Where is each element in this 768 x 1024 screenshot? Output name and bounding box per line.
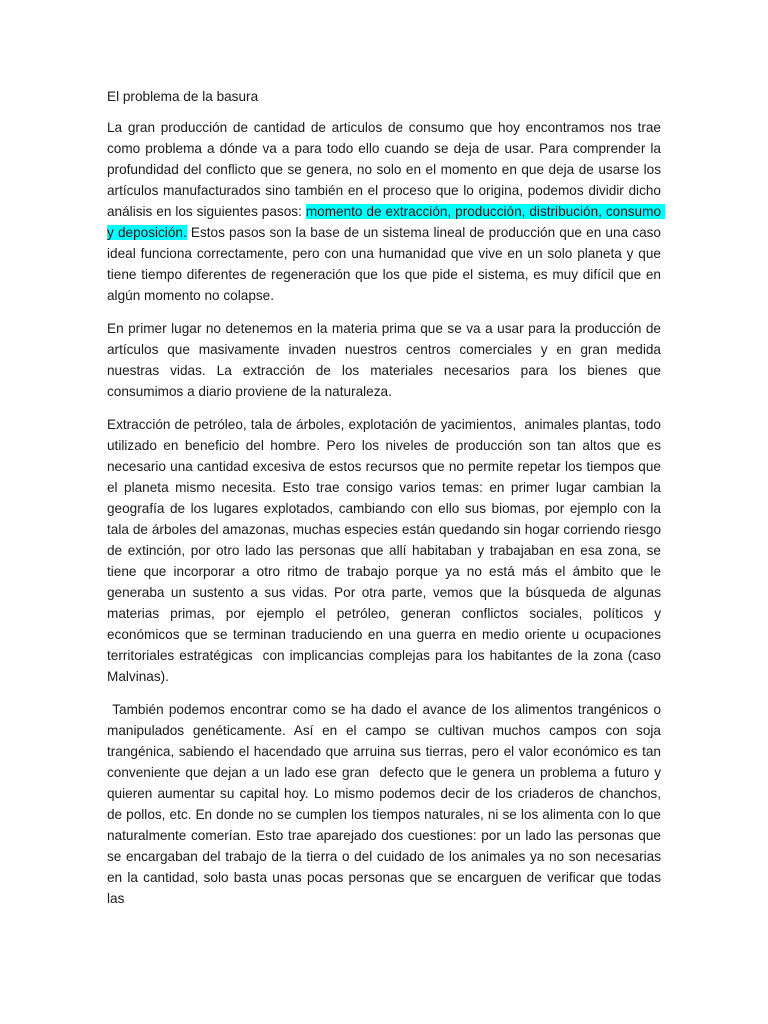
paragraph-3: Extracción de petróleo, tala de árboles, explotación de yacimientos, animales plantas, todo utilizado en beneficio del hombre. Pero los niveles de producción son tan altos que es necesario una cantidad excesiva de estos recursos que no permite repetar los tiempos que el planeta mismo necesita. Esto trae consigo varios temas: en primer lugar cambian la geografía de los lugares explotados, cambiando con ello sus biomas, por ejemplo con la tala de árboles del amazonas, muchas especies están quedando sin hogar corriendo riesgo de extinción, por otro lado las personas que allí habitaban y trabajaban en esa zona, se tiene que incorporar a otro ritmo de trabajo porque ya no está más el ámbito que le generaba un sustento a sus vidas. Por otra parte, vemos que la búsqueda de algunas materias primas, por ejemplo el petróleo, generan conflictos sociales, políticos y económicos que se terminan traduciendo en una guerra en medio oriente u ocupaciones territoriales estratégicas con implicancias complejas para los habitantes de la zona (caso Malvinas). — [107, 417, 665, 684]
paragraph-1-text-before: La gran producción de cantidad de articulos de consumo que hoy encontramos nos trae como problema a dónde va a para todo ello cuando se deja de usar. Para comprender la profundidad del conflicto que se genera, no solo en el momento en que deja de usarse los artículos manufacturados sino también en el proceso que lo origina, podemos dividir dicho análisis en los siguientes pasos: — [107, 120, 665, 219]
document-title: El problema de la basura — [107, 89, 259, 104]
highlighted-steps: momento de extracción, producción, distribución, consumo y deposición. — [107, 204, 665, 240]
paragraph-4: También podemos encontrar como se ha dado el avance de los alimentos trangénicos o manipulados genéticamente. Así en el campo se cultivan muchos campos con soja trangénica, sabiendo el hacendado que arruina sus tierras, pero el valor económico es tan conveniente que dejan a un lado ese gran defecto que le genera un problema a futuro y quieren aumentar su capital hoy. Lo mismo podemos decir de los criaderos de chanchos, de pollos, etc. En donde no se cumplen los tiempos naturales, ni se los alimenta con lo que naturalmente comerían. Esto trae aparejado dos cuestiones: por un lado las personas que se encargaban del trabajo de la tierra o del cuidado de los animales ya no son necesarias en la cantidad, solo basta unas pocas personas que se encarguen de verificar que todas las — [107, 702, 665, 906]
paragraph-1-text-after: Estos pasos son la base de un sistema lineal de producción que en una caso ideal funciona correctamente, pero con una humanidad que vive en un solo planeta y que tiene tiempo diferentes de regeneración que los que pide el sistema, es muy difícil que en algún momento no colapse. — [107, 225, 665, 303]
document-body — [107, 86, 665, 921]
paragraph-1 — [107, 117, 665, 306]
paragraph-2: En primer lugar no detenemos en la materia prima que se va a usar para la producción de artículos que masivamente invaden nuestros centros comerciales y en gran medida nuestras vidas. La extracción de los materiales necesarios para los bienes que consumimos a diario proviene de la naturaleza. — [107, 321, 665, 399]
